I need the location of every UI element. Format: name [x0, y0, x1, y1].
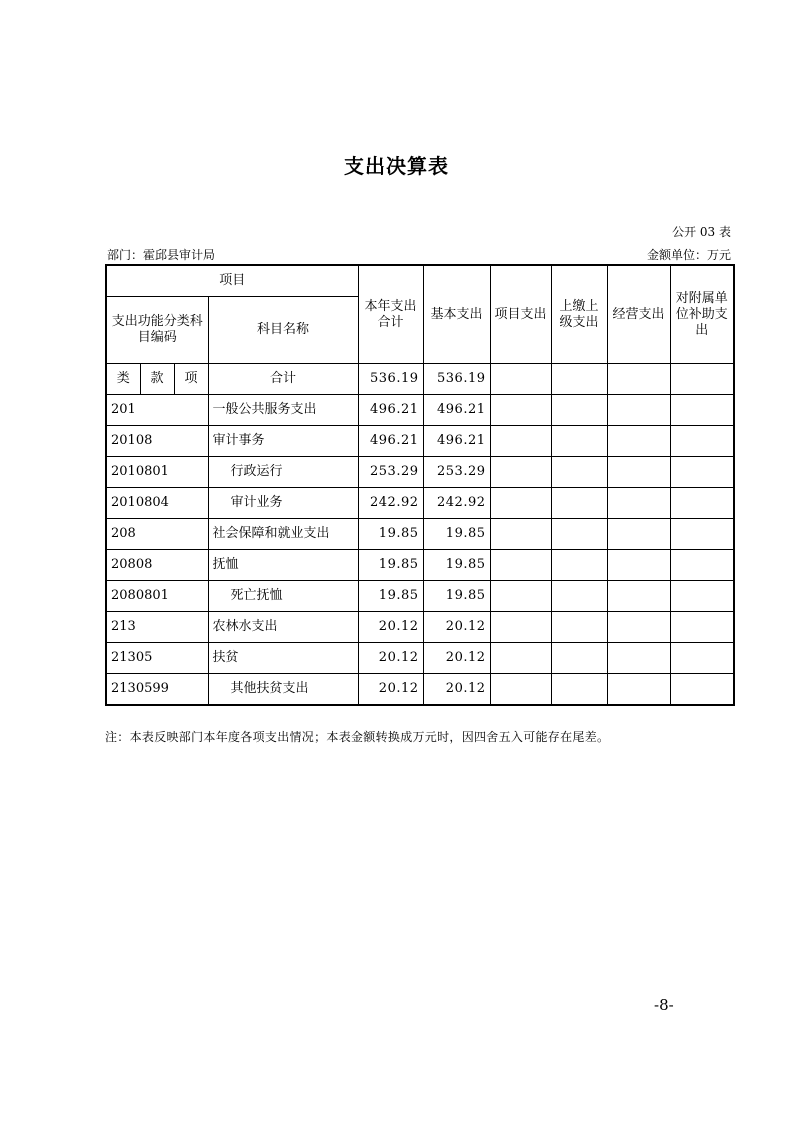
empty-cell	[607, 550, 670, 581]
row-name: 农林水支出	[208, 612, 358, 643]
page-number: -8-	[654, 996, 674, 1014]
page-title: 支出决算表	[344, 154, 449, 178]
row-name: 一般公共服务支出	[208, 395, 358, 426]
row-name: 社会保障和就业支出	[208, 519, 358, 550]
row-code: 208	[106, 519, 208, 550]
table-note: 注：本表反映部门本年度各项支出情况；本表金额转换成万元时，因四舍五入可能存在尾差。	[105, 730, 610, 744]
row-basic: 20.12	[423, 643, 490, 674]
row-total: 20.12	[358, 674, 423, 706]
table-row	[106, 674, 734, 706]
empty-cell	[551, 643, 607, 674]
header-subsidy: 对附属单位补助支出	[670, 265, 734, 364]
empty-cell	[551, 426, 607, 457]
empty-cell	[490, 643, 551, 674]
row-name: 审计事务	[208, 426, 358, 457]
empty-cell	[490, 364, 551, 395]
empty-cell	[551, 457, 607, 488]
header-xiang: 项	[174, 364, 208, 395]
row-name: 死亡抚恤	[208, 581, 358, 612]
row-basic: 496.21	[423, 395, 490, 426]
table-row	[106, 395, 734, 426]
table-row	[106, 457, 734, 488]
row-total: 253.29	[358, 457, 423, 488]
row-total: 20.12	[358, 612, 423, 643]
row-total: 496.21	[358, 395, 423, 426]
empty-cell	[551, 519, 607, 550]
header-business: 经营支出	[607, 265, 670, 364]
table-row	[106, 612, 734, 643]
empty-cell	[670, 550, 734, 581]
total-basic: 536.19	[423, 364, 490, 395]
row-basic: 496.21	[423, 426, 490, 457]
row-name: 行政运行	[208, 457, 358, 488]
row-code: 20108	[106, 426, 208, 457]
empty-cell	[607, 674, 670, 706]
row-code: 2010804	[106, 488, 208, 519]
empty-cell	[670, 643, 734, 674]
table-row	[106, 643, 734, 674]
header-project: 项目支出	[490, 265, 551, 364]
header-upper: 上缴上级支出	[551, 265, 607, 364]
total-amount: 536.19	[358, 364, 423, 395]
row-basic: 253.29	[423, 457, 490, 488]
empty-cell	[551, 488, 607, 519]
row-total: 19.85	[358, 581, 423, 612]
table-row	[106, 581, 734, 612]
empty-cell	[670, 364, 734, 395]
empty-cell	[551, 581, 607, 612]
empty-cell	[490, 519, 551, 550]
empty-cell	[490, 426, 551, 457]
empty-cell	[607, 519, 670, 550]
empty-cell	[670, 674, 734, 706]
expenditure-table	[105, 264, 735, 706]
row-code: 20808	[106, 550, 208, 581]
empty-cell	[551, 674, 607, 706]
amount-unit-label: 金额单位：万元	[646, 248, 731, 262]
header-item: 项目	[106, 265, 358, 297]
empty-cell	[490, 550, 551, 581]
empty-cell	[607, 488, 670, 519]
empty-cell	[490, 457, 551, 488]
header-kuan: 款	[140, 364, 174, 395]
empty-cell	[551, 612, 607, 643]
empty-cell	[490, 612, 551, 643]
header-basic: 基本支出	[423, 265, 490, 364]
row-basic: 19.85	[423, 519, 490, 550]
row-code: 2010801	[106, 457, 208, 488]
header-total: 本年支出合计	[358, 265, 423, 364]
table-row	[106, 550, 734, 581]
empty-cell	[490, 395, 551, 426]
table-row	[106, 519, 734, 550]
row-basic: 20.12	[423, 674, 490, 706]
table-row	[106, 488, 734, 519]
row-total: 242.92	[358, 488, 423, 519]
row-name: 抚恤	[208, 550, 358, 581]
header-func-code: 支出功能分类科目编码	[106, 297, 208, 364]
empty-cell	[670, 457, 734, 488]
empty-cell	[670, 488, 734, 519]
empty-cell	[607, 643, 670, 674]
empty-cell	[490, 674, 551, 706]
empty-cell	[551, 550, 607, 581]
row-total: 20.12	[358, 643, 423, 674]
row-basic: 19.85	[423, 550, 490, 581]
empty-cell	[670, 581, 734, 612]
row-name: 审计业务	[208, 488, 358, 519]
empty-cell	[607, 364, 670, 395]
row-basic: 19.85	[423, 581, 490, 612]
empty-cell	[670, 426, 734, 457]
empty-cell	[607, 581, 670, 612]
empty-cell	[607, 395, 670, 426]
row-total: 19.85	[358, 550, 423, 581]
empty-cell	[551, 395, 607, 426]
row-code: 2130599	[106, 674, 208, 706]
row-name: 其他扶贫支出	[208, 674, 358, 706]
empty-cell	[670, 612, 734, 643]
empty-cell	[607, 612, 670, 643]
row-total: 19.85	[358, 519, 423, 550]
row-basic: 242.92	[423, 488, 490, 519]
empty-cell	[551, 364, 607, 395]
total-label: 合计	[208, 364, 358, 395]
row-basic: 20.12	[423, 612, 490, 643]
row-code: 2080801	[106, 581, 208, 612]
empty-cell	[490, 581, 551, 612]
empty-cell	[670, 519, 734, 550]
row-code: 201	[106, 395, 208, 426]
empty-cell	[490, 488, 551, 519]
header-row-1	[106, 265, 734, 297]
row-total: 496.21	[358, 426, 423, 457]
row-code: 21305	[106, 643, 208, 674]
empty-cell	[670, 395, 734, 426]
department-label: 部门：霍邱县审计局	[107, 248, 216, 262]
table-id: 公开 03 表	[672, 225, 731, 239]
row-code: 213	[106, 612, 208, 643]
header-subject-name: 科目名称	[208, 297, 358, 364]
empty-cell	[607, 457, 670, 488]
total-row	[106, 364, 734, 395]
empty-cell	[607, 426, 670, 457]
table-row	[106, 426, 734, 457]
header-lei: 类	[106, 364, 140, 395]
row-name: 扶贫	[208, 643, 358, 674]
